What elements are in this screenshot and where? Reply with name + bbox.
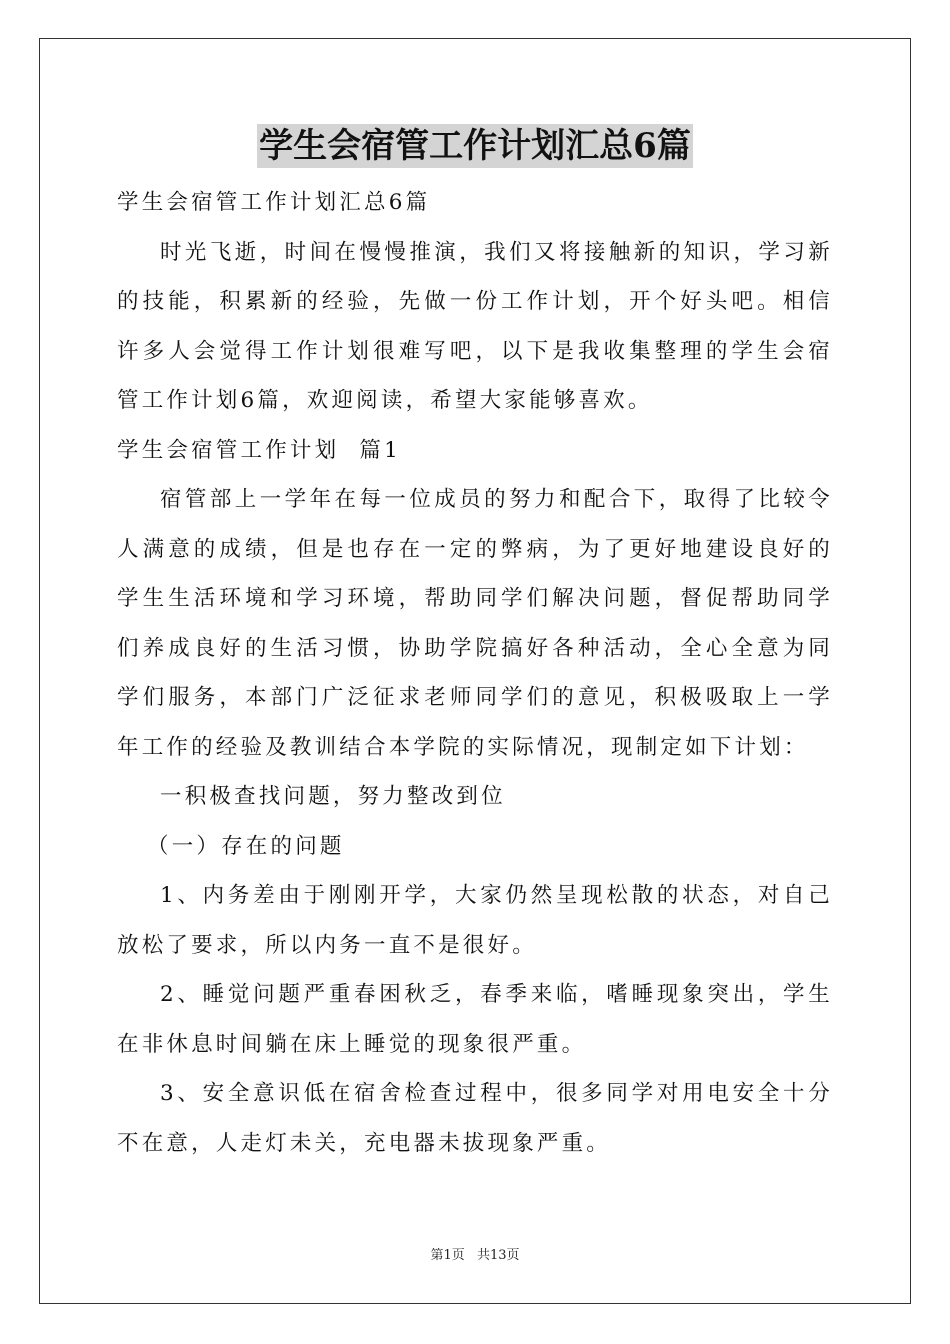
document-subtitle: 学生会宿管工作计划汇总6篇 — [117, 190, 431, 215]
sub-heading: （一）存在的问题 — [147, 833, 345, 859]
problem-item-3: 3、安全意识低在宿舍检查过程中，很多同学对用电安全十分不在意，人走灯未关，充电器未拔现象严重。 — [117, 1081, 833, 1156]
page-number: 第1页 — [430, 1248, 465, 1263]
problem-item-2: 2、睡觉问题严重春困秋乏，春季来临，嗜睡现象突出，学生在非休息时间躺在床上睡觉的现象很严重。 — [117, 982, 833, 1057]
problem-item-1: 1、内务差由于刚刚开学，大家仍然呈现松散的状态，对自己放松了要求，所以内务一直不是很好。 — [117, 883, 833, 958]
intro-paragraph: 时光飞逝，时间在慢慢推演，我们又将接触新的知识，学习新的技能，积累新的经验，先做一份工作计划，开个好头吧。相信许多人会觉得工作计划很难写吧，以下是我收集整理的学生会宿管工作计划6篇，欢迎阅读，希望大家能够喜欢。 — [117, 239, 833, 413]
page-footer — [0, 1247, 950, 1265]
section-heading: 学生会宿管工作计划 篇1 — [117, 437, 401, 463]
document-body — [117, 178, 833, 1168]
title-container — [0, 124, 950, 168]
page-total: 共13页 — [476, 1248, 520, 1263]
document-title: 学生会宿管工作计划汇总6篇 — [259, 126, 691, 166]
section-paragraph: 宿管部上一学年在每一位成员的努力和配合下，取得了比较令人满意的成绩，但是也存在一定的弊病，为了更好地建设良好的学生生活环境和学习环境，帮助同学们解决问题，督促帮助同学们养成良好的生活习惯，协助学院搞好各种活动，全心全意为同学们服务，本部门广泛征求老师同学们的意见，积极吸取上一学年工作的经验及教训结合本学院的实际情况，现制定如下计划： — [117, 487, 833, 760]
point-one-heading: 一积极查找问题，努力整改到位 — [160, 784, 506, 809]
